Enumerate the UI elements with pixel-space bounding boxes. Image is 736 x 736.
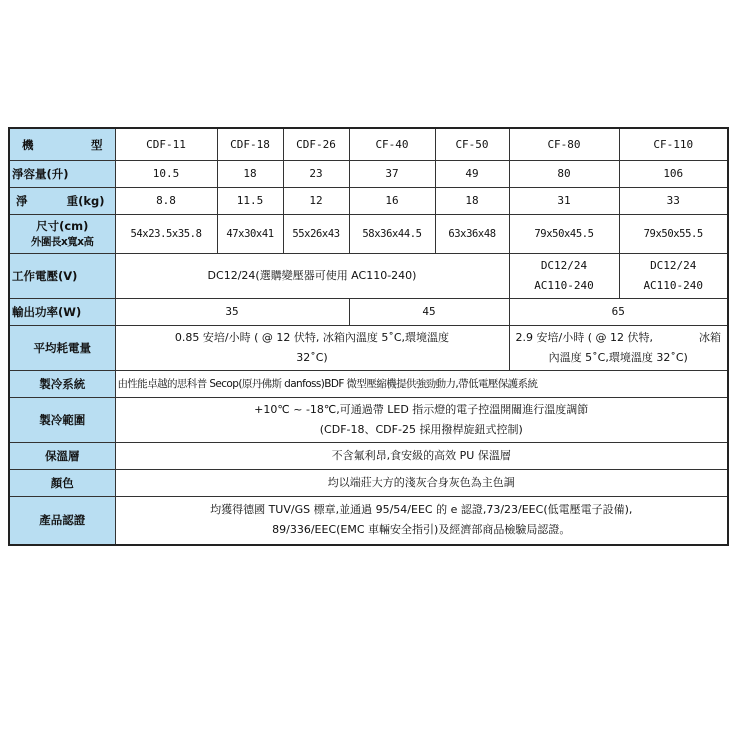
avg-consumption-group1 bbox=[115, 326, 509, 371]
output-power-cf80-110: 65 bbox=[509, 299, 728, 326]
cooling-range-line2: (CDF-18、CDF-25 採用撥桿旋鈕式控制) bbox=[319, 423, 523, 436]
voltage-cf80 bbox=[509, 254, 619, 299]
color-text: 均以端莊大方的淺灰合身灰色為主色調 bbox=[115, 470, 728, 497]
output-power-cdf: 35 bbox=[115, 299, 349, 326]
output-power-label: 輸出功率(W) bbox=[9, 299, 115, 326]
dimensions-label bbox=[9, 215, 115, 254]
weight-cell: 11.5 bbox=[217, 188, 283, 215]
capacity-cell: 49 bbox=[435, 161, 509, 188]
net-weight-label-left: 淨 bbox=[16, 194, 28, 208]
weight-cell: 33 bbox=[619, 188, 728, 215]
model-label-right: 型 bbox=[91, 137, 103, 152]
certification-line1: 均獲得德國 TUV/GS 標章,並通過 95/54/EEC 的 e 認證,73/23/EEC(低電壓電子設備), bbox=[210, 503, 633, 517]
voltage-cf110-line2: AC110-240 bbox=[643, 279, 704, 292]
net-weight-label bbox=[9, 188, 115, 215]
capacity-cell: 37 bbox=[349, 161, 435, 188]
model-cf110: CF-110 bbox=[619, 128, 728, 161]
weight-cell: 18 bbox=[435, 188, 509, 215]
insulation-text: 不含氟利昂,食安級的高效 PU 保溫層 bbox=[115, 443, 728, 470]
net-capacity-row bbox=[9, 161, 728, 188]
certification-line2: 89/336/EEC(EMC 車輛安全指引)及經濟部商品檢驗局認證。 bbox=[272, 523, 571, 537]
voltage-label: 工作電壓(V) bbox=[9, 254, 115, 299]
dimension-cell: 55x26x43 bbox=[283, 215, 349, 254]
output-power-row bbox=[9, 299, 728, 326]
weight-cell: 31 bbox=[509, 188, 619, 215]
avg-consumption-label: 平均耗電量 bbox=[9, 326, 115, 371]
dimension-cell: 58x36x44.5 bbox=[349, 215, 435, 254]
header-row bbox=[9, 128, 728, 161]
insulation-row bbox=[9, 443, 728, 470]
dimension-cell: 54x23.5x35.8 bbox=[115, 215, 217, 254]
capacity-cell: 106 bbox=[619, 161, 728, 188]
insulation-label: 保溫層 bbox=[9, 443, 115, 470]
avg-consumption-group2 bbox=[509, 326, 728, 371]
dimension-cell: 63x36x48 bbox=[435, 215, 509, 254]
spec-table bbox=[8, 127, 729, 546]
dimension-cell: 47x30x41 bbox=[217, 215, 283, 254]
dimension-cell: 79x50x45.5 bbox=[509, 215, 619, 254]
cooling-system-label: 製冷系統 bbox=[9, 371, 115, 398]
voltage-cf80-line1: DC12/24 bbox=[540, 259, 588, 272]
model-label-left: 機 bbox=[22, 137, 34, 152]
color-label: 顏色 bbox=[9, 470, 115, 497]
certification-row bbox=[9, 497, 728, 545]
model-cdf11: CDF-11 bbox=[115, 128, 217, 161]
capacity-cell: 10.5 bbox=[115, 161, 217, 188]
model-cf40: CF-40 bbox=[349, 128, 435, 161]
weight-cell: 12 bbox=[283, 188, 349, 215]
cooling-range-text bbox=[115, 398, 728, 443]
voltage-row bbox=[9, 254, 728, 299]
avg-consumption-row bbox=[9, 326, 728, 371]
cooling-range-line1: +10℃ ~ -18℃,可通過帶 LED 指示燈的電子控溫開關進行溫度調節 bbox=[254, 403, 589, 416]
voltage-cf110-line1: DC12/24 bbox=[650, 259, 697, 272]
voltage-group1: DC12/24(選購變壓器可使用 AC110-240) bbox=[115, 254, 509, 299]
weight-cell: 8.8 bbox=[115, 188, 217, 215]
voltage-cf110 bbox=[619, 254, 728, 299]
capacity-cell: 80 bbox=[509, 161, 619, 188]
model-cdf18: CDF-18 bbox=[217, 128, 283, 161]
net-capacity-label: 淨容量(升) bbox=[9, 161, 115, 188]
certification-label: 產品認證 bbox=[9, 497, 115, 545]
model-cdf26: CDF-26 bbox=[283, 128, 349, 161]
output-power-cf40-50: 45 bbox=[349, 299, 509, 326]
avg-consumption-group2-line1a: 2.9 安培/小時 ( @ 12 伏特, bbox=[515, 331, 653, 344]
cooling-range-label: 製冷範圍 bbox=[9, 398, 115, 443]
dimensions-row bbox=[9, 215, 728, 254]
avg-consumption-group2-line2: 內溫度 5˚C,環境溫度 32˚C) bbox=[548, 351, 688, 364]
cooling-range-row bbox=[9, 398, 728, 443]
net-weight-label-right: 重(kg) bbox=[66, 194, 105, 208]
avg-consumption-group1-line1: 0.85 安培/小時 ( @ 12 伏特, 冰箱內溫度 5˚C,環境溫度 bbox=[174, 331, 450, 344]
color-row bbox=[9, 470, 728, 497]
model-cf50: CF-50 bbox=[435, 128, 509, 161]
avg-consumption-group2-line1b: 冰箱 bbox=[699, 331, 721, 344]
capacity-cell: 18 bbox=[217, 161, 283, 188]
dimension-cell: 79x50x55.5 bbox=[619, 215, 728, 254]
dimensions-label-line2: 外圍長x寬x高 bbox=[30, 236, 94, 248]
model-label bbox=[9, 128, 115, 161]
dimensions-label-line1: 尺寸(cm) bbox=[36, 219, 89, 233]
cooling-system-text: 由性能卓越的思科普 Secop(原丹佛斯 danfoss)BDF 微型壓縮機提供強勁動力,帶低電壓保護系統 bbox=[115, 371, 728, 398]
capacity-cell: 23 bbox=[283, 161, 349, 188]
weight-cell: 16 bbox=[349, 188, 435, 215]
cooling-system-row bbox=[9, 371, 728, 398]
certification-text bbox=[115, 497, 728, 545]
avg-consumption-group1-line2: 32˚C) bbox=[296, 351, 328, 364]
model-cf80: CF-80 bbox=[509, 128, 619, 161]
net-weight-row bbox=[9, 188, 728, 215]
voltage-cf80-line2: AC110-240 bbox=[534, 279, 594, 292]
